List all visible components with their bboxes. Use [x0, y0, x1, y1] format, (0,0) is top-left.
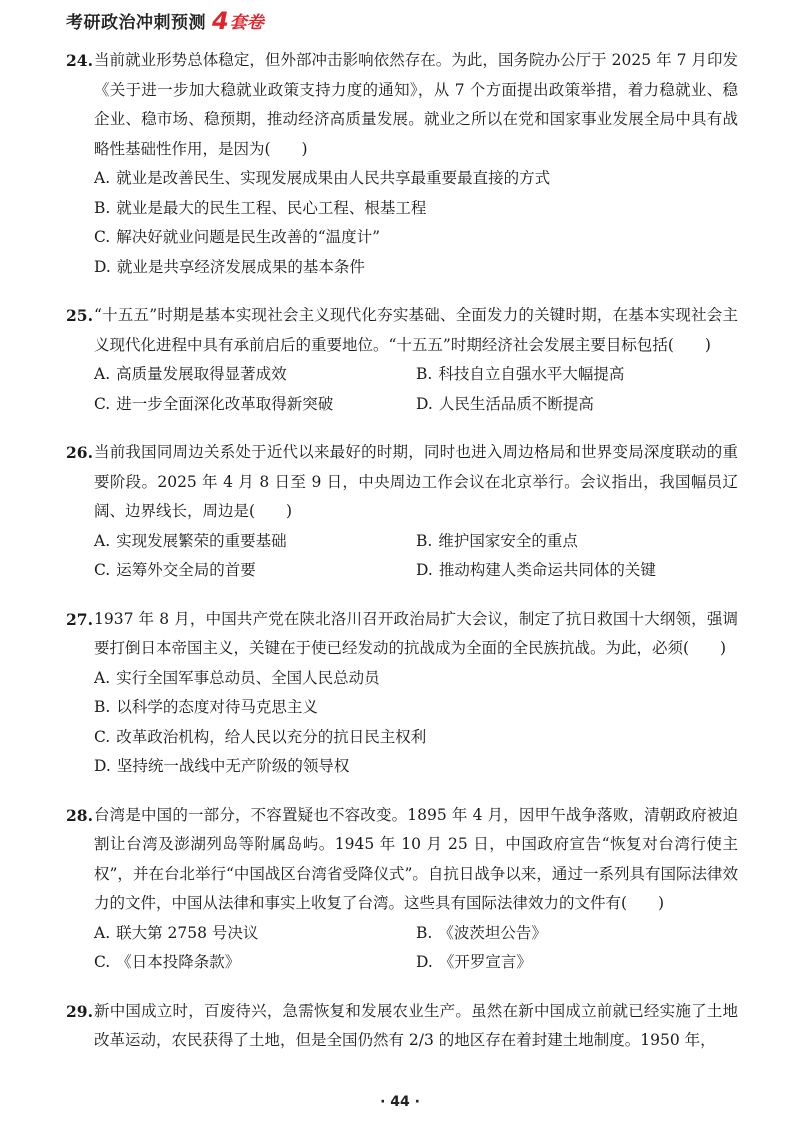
option-b: B. 《波茨坦公告》: [416, 923, 547, 942]
question-stem: “十五五”时期是基本实现社会主义现代化夯实基础、全面发力的关键时期，在基本实现社会主义现代化进程中具有承前启后的重要地位。“十五五”时期经济社会发展主要目标包括( ): [94, 306, 738, 354]
question-stem: 台湾是中国的一部分，不容置疑也不容改变。1895 年 4 月，因甲午战争落败，清朝政府被迫割让台湾及澎湖列岛等附属岛屿。1945 年 10 月 25 日，中国政府宣告“恢复对台湾行使主权”，并在台北举行“中国战区台湾省受降仪式”。自抗日战争以来，通过一系列具有国际法律效力的文件，中国从法律和事实上收复了台湾。这些具有国际法律效力的文件有( ): [94, 805, 738, 912]
question-stem: 新中国成立时，百废待兴，急需恢复和发展农业生产。虽然在新中国成立前就已经实施了土地改革运动，农民获得了土地，但是全国仍然有 2/3 的地区存在着封建土地制度。1950 年，: [94, 1001, 738, 1049]
options-list: [66, 360, 738, 419]
option-d: D. 推动构建人类命运共同体的关键: [416, 561, 656, 579]
question-26: [66, 438, 738, 586]
option-b: B. 以科学的态度对待马克思主义: [94, 698, 318, 716]
option-b: B. 维护国家安全的重点: [416, 531, 578, 550]
option-a: A. 高质量发展取得显著成效: [94, 365, 287, 383]
options-list: [66, 527, 738, 586]
option-d: D. 《开罗宣言》: [416, 953, 532, 971]
option-d: D. 坚持统一战线中无产阶级的领导权: [94, 757, 350, 775]
option-d: D. 人民生活品质不断提高: [416, 394, 594, 413]
question-29: [66, 997, 738, 1056]
option-c: C. 解决好就业问题是民生改善的“温度计”: [94, 228, 381, 246]
option-c: C. 进一步全面深化改革取得新突破: [94, 394, 334, 413]
options-list: [66, 164, 738, 282]
question-number: 28.: [66, 805, 93, 825]
question-24: [66, 46, 738, 282]
question-number: 24.: [66, 51, 93, 70]
logo-number: 4: [212, 6, 229, 35]
option-a: A. 实行全国军事总动员、全国人民总动员: [94, 668, 380, 687]
option-c: C. 《日本投降条款》: [94, 953, 241, 971]
option-a: A. 联大第 2758 号决议: [94, 923, 259, 942]
question-list: [66, 46, 738, 1075]
option-c: C. 运筹外交全局的首要: [94, 561, 256, 579]
page-number: · 44 ·: [380, 1094, 420, 1110]
option-b: B. 就业是最大的民生工程、民心工程、根基工程: [94, 198, 427, 217]
option-c: C. 改革政治机构，给人民以充分的抗日民主权利: [94, 727, 427, 746]
option-a: A. 就业是改善民生、实现发展成果由人民共享最重要最直接的方式: [94, 169, 551, 187]
question-28: [66, 801, 738, 978]
option-a: A. 实现发展繁荣的重要基础: [94, 531, 287, 550]
options-list: [66, 919, 738, 978]
question-number: 25.: [66, 306, 93, 325]
series-logo: [212, 8, 264, 33]
question-stem: 当前就业形势总体稳定，但外部冲击影响依然存在。为此，国务院办公厅于 2025 年 7 月印发《关于进一步加大稳就业政策支持力度的通知》，从 7 个方面提出政策举措，着力稳就业、稳企业、稳市场、稳预期，推动经济高质量发展。就业之所以在党和国家事业发展全局中具有战略性基础性作用，是因为( ): [94, 51, 738, 158]
question-stem: 当前我国同周边关系处于近代以来最好的时期，同时也进入周边格局和世界变局深度联动的重要阶段。2025 年 4 月 8 日至 9 日，中央周边工作会议在北京举行。会议指出，我国幅员辽阔、边界线长，周边是( ): [94, 443, 738, 520]
question-number: 27.: [66, 609, 93, 629]
question-27: [66, 605, 738, 782]
question-number: 26.: [66, 443, 93, 462]
question-number: 29.: [66, 1001, 93, 1021]
question-stem: 1937 年 8 月，中国共产党在陕北洛川召开政治局扩大会议，制定了抗日救国十大纲领，强调要打倒日本帝国主义，关键在于使已经发动的抗战成为全面的全民族抗战。为此，必须( ): [94, 609, 738, 657]
option-d: D. 就业是共享经济发展成果的基本条件: [94, 257, 365, 276]
page-header: [66, 8, 264, 33]
header-title: 考研政治冲刺预测: [66, 13, 206, 33]
options-list: [66, 664, 738, 782]
option-b: B. 科技自立自强水平大幅提高: [416, 365, 625, 383]
question-25: [66, 301, 738, 419]
logo-text: 套卷: [229, 13, 264, 33]
